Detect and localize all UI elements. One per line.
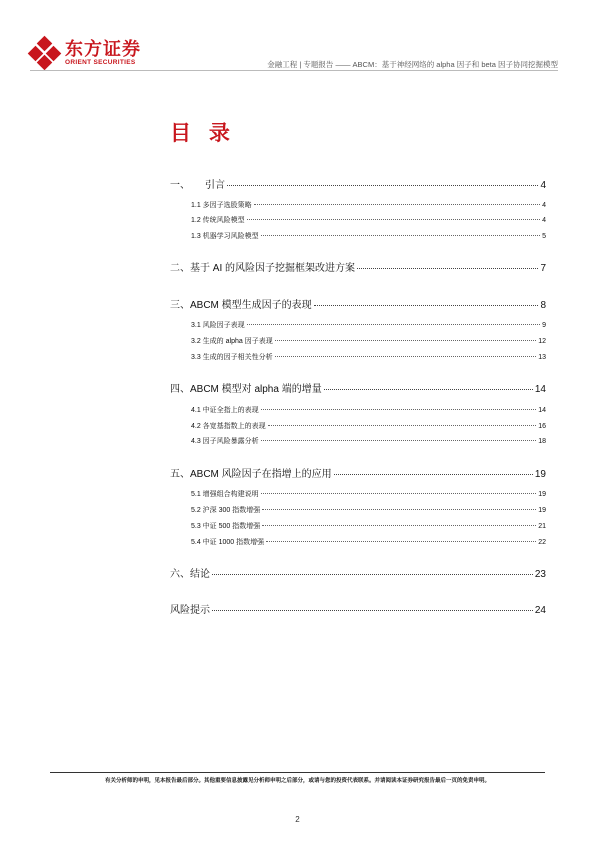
toc-entry-label: 1.2 传统风险模型 [191, 217, 245, 224]
toc-entry-page: 24 [534, 605, 546, 616]
toc-entry[interactable] [170, 405, 546, 415]
toc-entry[interactable] [170, 601, 546, 616]
toc-entry-page: 19 [534, 469, 546, 480]
header-breadcrumb: 金融工程 | 专题报告 —— ABCM：基于神经网络的 alpha 因子和 beta 因子协同挖掘模型 [267, 60, 558, 69]
header-divider [30, 70, 558, 71]
toc-entry-label: 4.1 中证全指上的表现 [191, 407, 259, 414]
toc-entry-page: 5 [542, 233, 546, 240]
toc-entry-page: 21 [538, 523, 546, 530]
dot-leader [212, 610, 533, 611]
toc-entry-page: 16 [538, 423, 546, 430]
toc-entry-label: 三、ABCM 模型生成因子的表现 [170, 300, 312, 311]
dot-leader [314, 305, 539, 306]
dot-leader [212, 574, 533, 575]
toc-entry[interactable] [170, 537, 546, 547]
toc-entry-page: 22 [538, 539, 546, 546]
toc-entry-page: 4 [542, 217, 546, 224]
footer-disclaimer: 有关分析师的申明，见本报告最后部分。其他重要信息披露见分析师申明之后部分，或请与您的投资代表联系。并请阅读本证券研究报告最后一页的免责申明。 [104, 778, 490, 784]
toc-entry[interactable] [170, 296, 546, 311]
dot-leader [275, 356, 537, 357]
toc-entry-page: 19 [538, 491, 546, 498]
toc-entry-page: 4 [542, 202, 546, 209]
toc-entry-label: 3.2 生成的 alpha 因子表现 [191, 338, 273, 345]
toc-entry-page: 7 [540, 263, 546, 274]
toc-entry[interactable] [170, 200, 546, 210]
toc-entry-label: 3.3 生成的因子相关性分析 [191, 354, 273, 361]
toc-entry-page: 19 [538, 507, 546, 514]
dot-leader [254, 204, 540, 205]
footer-divider [50, 772, 545, 773]
toc-entry-page: 14 [538, 407, 546, 414]
dot-leader [262, 525, 536, 526]
toc-entry[interactable] [170, 421, 546, 431]
toc-entry-label: 5.1 增强组合构建说明 [191, 491, 259, 498]
toc-entry-page: 13 [538, 354, 546, 361]
toc-entry-page: 14 [534, 384, 546, 395]
company-logo [30, 38, 141, 68]
toc-entry-label: 4.2 各宽基指数上的表现 [191, 423, 266, 430]
dot-leader [262, 509, 536, 510]
toc-entry[interactable] [170, 505, 546, 515]
toc-entry-label: 1.1 多因子选股策略 [191, 202, 252, 209]
toc-entry-page: 9 [542, 322, 546, 329]
logo-text-cn: 东方证券 [65, 39, 141, 59]
dot-leader [268, 425, 537, 426]
toc-entry-label: 5.4 中证 1000 指数增强 [191, 539, 265, 546]
dot-leader [266, 541, 536, 542]
logo-diamond-icon [30, 38, 60, 68]
toc-entry-label: 5.3 中证 500 指数增强 [191, 523, 261, 530]
toc-entry-label: 二、基于 AI 的风险因子挖掘框架改进方案 [170, 263, 356, 274]
logo-text-en: ORIENT SECURITIES [65, 59, 136, 66]
dot-leader [324, 389, 533, 390]
dot-leader [357, 268, 538, 269]
toc-entry[interactable] [170, 565, 546, 580]
toc-title: 目 录 [170, 122, 236, 145]
toc-entry[interactable] [170, 336, 546, 346]
toc-entry[interactable] [170, 320, 546, 330]
toc-entry-page: 12 [538, 338, 546, 345]
toc-entry-label: 风险提示 [170, 605, 210, 616]
toc-entry-label: 4.3 因子风险暴露分析 [191, 438, 259, 445]
toc-entry[interactable] [170, 380, 546, 395]
toc-entry[interactable] [170, 521, 546, 531]
toc-entry-label: 六、结论 [170, 569, 210, 580]
toc-entry-page: 8 [540, 300, 546, 311]
toc-entry[interactable] [170, 489, 546, 499]
dot-leader [261, 440, 537, 441]
dot-leader [247, 324, 540, 325]
dot-leader [227, 185, 538, 186]
dot-leader [334, 474, 533, 475]
toc-entry[interactable] [170, 176, 546, 191]
toc-entry-page: 23 [534, 569, 546, 580]
toc-entry-label: 四、ABCM 模型对 alpha 端的增量 [170, 384, 322, 395]
dot-leader [247, 219, 540, 220]
toc-entry-label: 3.1 风险因子表现 [191, 322, 245, 329]
toc-entry-page: 18 [538, 438, 546, 445]
dot-leader [261, 235, 540, 236]
toc-entry[interactable] [170, 215, 546, 225]
toc-entry[interactable] [170, 465, 546, 480]
toc-entry-label: 五、ABCM 风险因子在指增上的应用 [170, 469, 332, 480]
toc-entry[interactable] [170, 231, 546, 241]
toc-entry[interactable] [170, 436, 546, 446]
toc-entry[interactable] [170, 352, 546, 362]
dot-leader [261, 409, 537, 410]
dot-leader [275, 340, 537, 341]
page-number: 2 [295, 815, 300, 824]
toc-entry-label: 1.3 机器学习风险模型 [191, 233, 259, 240]
dot-leader [261, 493, 537, 494]
toc-entry-page: 4 [540, 180, 546, 191]
toc-entry[interactable] [170, 259, 546, 274]
toc-entry-label: 5.2 沪深 300 指数增强 [191, 507, 261, 514]
toc-entry-label: 一、 引言 [170, 180, 225, 191]
